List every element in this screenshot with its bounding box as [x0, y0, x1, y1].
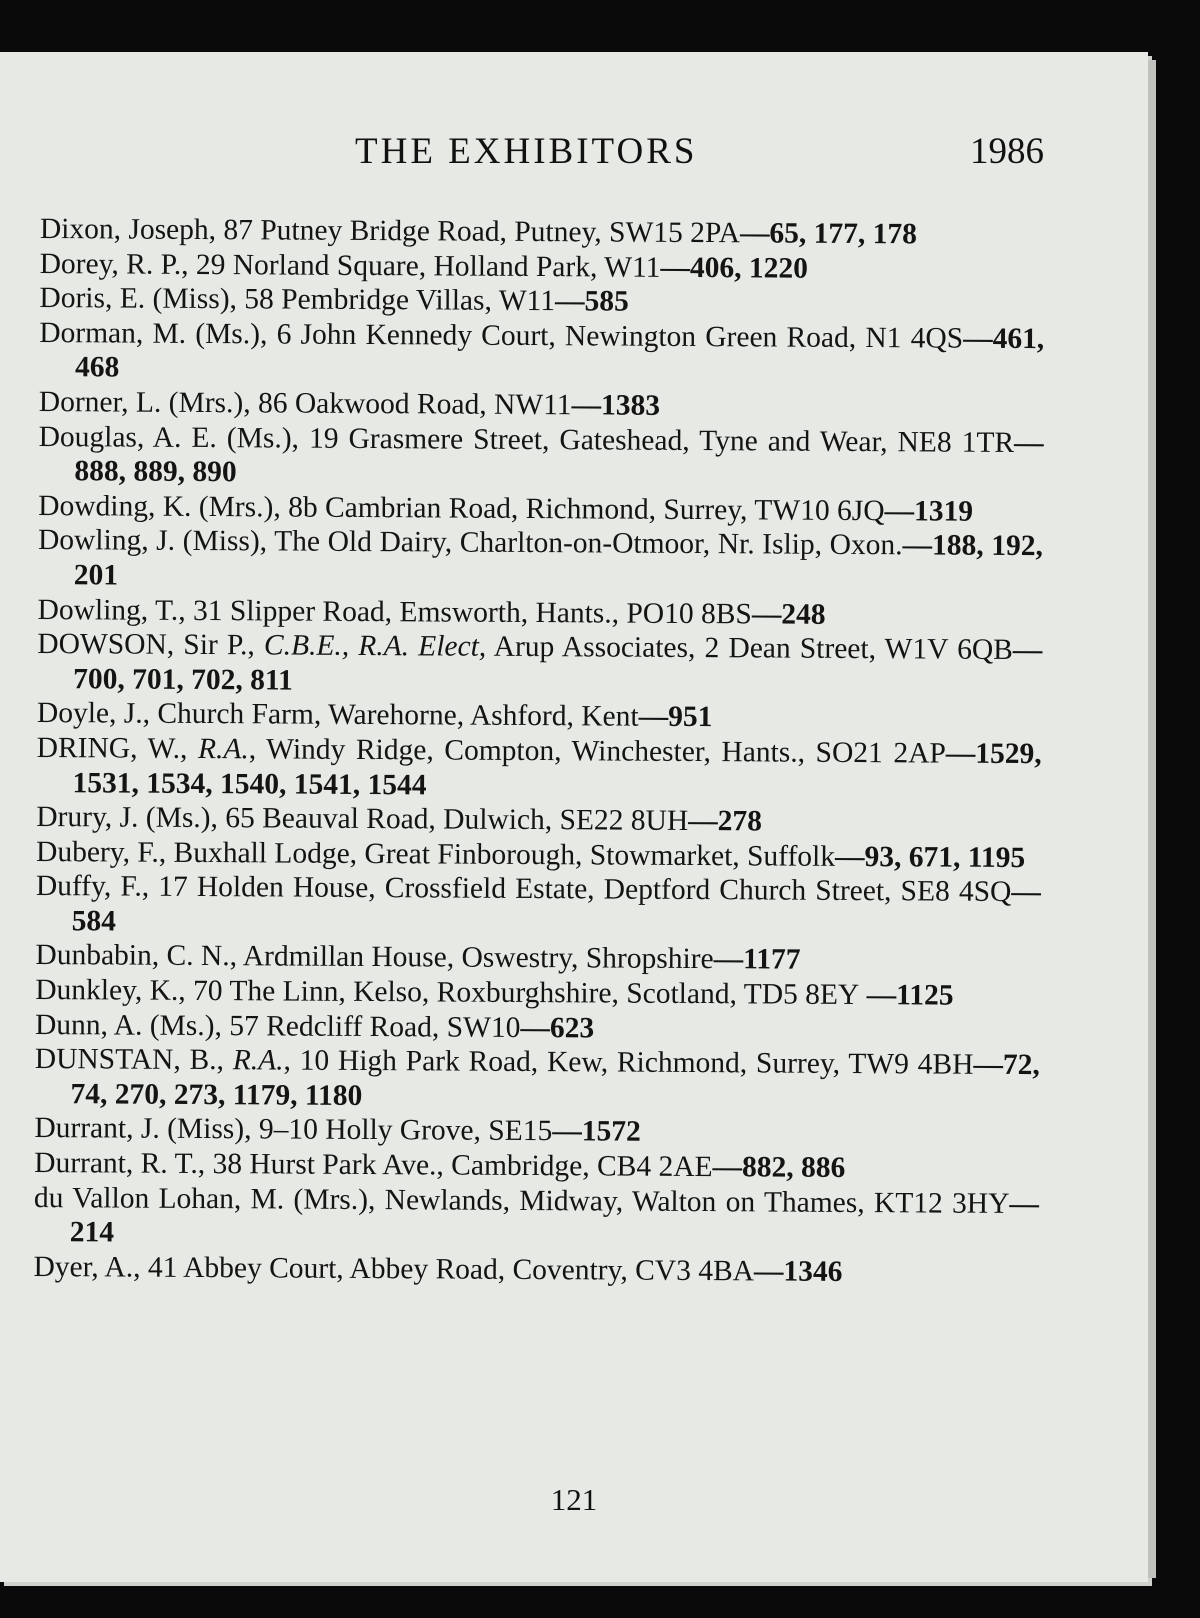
entry-name: Durrant, J. (Miss)	[34, 1112, 245, 1146]
year: 1986	[970, 131, 1044, 172]
entry-name: DOWSON, Sir P.,	[37, 628, 265, 662]
exhibitor-entry	[37, 627, 1042, 702]
entry-catalogue-numbers: —1529, 1531, 1534, 1540, 1541, 1544	[72, 737, 1042, 801]
entry-catalogue-numbers: —1125	[859, 979, 954, 1012]
exhibitor-entry	[35, 1042, 1040, 1117]
entry-name: Durrant, R. T.	[34, 1147, 198, 1181]
entry-address: , 65 Beauval Road, Dulwich, SE22 8UH	[210, 802, 689, 838]
entry-catalogue-numbers: —72, 74, 270, 273, 1179, 1180	[70, 1048, 1040, 1112]
entry-address: , Ardmillan House, Oswestry, Shropshire	[229, 940, 714, 976]
page-edge	[1148, 60, 1156, 1578]
entry-catalogue-numbers: —461, 468	[74, 322, 1045, 384]
entry-name: Dixon, Joseph	[39, 212, 209, 247]
exhibitor-entry	[34, 1146, 1039, 1187]
entry-address: , 31 Slipper Road, Emsworth, Hants., PO10 8BS	[178, 594, 752, 630]
entry-name: DRING, W.,	[36, 731, 199, 765]
exhibitor-entry	[36, 800, 1041, 841]
entry-name: Douglas, A. E. (Ms.)	[38, 420, 292, 455]
entry-catalogue-numbers: —1319	[884, 494, 974, 528]
entry-catalogue-numbers: —584	[71, 876, 1041, 938]
entry-name: Dowling, J. (Miss)	[37, 524, 260, 558]
entry-catalogue-numbers: —1346	[753, 1255, 843, 1288]
entry-address: , 10 High Park Road, Kew, Richmond, Surrey, TW9 4BH	[283, 1044, 974, 1081]
page-number: 121	[550, 1482, 598, 1517]
exhibitor-entry	[34, 1181, 1039, 1256]
entry-name: Duffy, F.	[35, 870, 142, 903]
entry-name: Drury, J. (Ms.)	[36, 801, 211, 835]
entry-catalogue-numbers: —1177	[713, 943, 801, 977]
entry-name: Dowding, K. (Mrs.)	[38, 489, 274, 524]
entry-catalogue-numbers: —623	[520, 1011, 595, 1045]
exhibitor-entry	[38, 523, 1043, 598]
exhibitor-entry	[40, 212, 1045, 253]
entry-catalogue-numbers: —248	[751, 597, 826, 631]
entry-name: du Vallon Lohan, M. (Mrs.)	[33, 1181, 369, 1216]
entry-catalogue-numbers: —214	[69, 1187, 1040, 1249]
entry-address: , The Old Dairy, Charlton-on-Otmoor, Nr. Islip, Oxon.	[259, 525, 903, 562]
entry-address: , 8b Cambrian Road, Richmond, Surrey, TW10 6JQ	[273, 491, 885, 527]
entry-catalogue-numbers: —93, 671, 1195	[834, 840, 1026, 874]
entry-name: Dunbabin, C. N.	[35, 939, 230, 973]
exhibitor-entry	[38, 420, 1043, 495]
entry-name: Doris, E. (Miss)	[39, 282, 230, 316]
entry-honours: R.A.	[232, 1044, 284, 1077]
entry-name: Dyer, A.	[33, 1250, 134, 1284]
entry-catalogue-numbers: —188, 192, 201	[73, 529, 1044, 592]
entry-address: , Newlands, Midway, Walton on Thames, KT12 3HY	[367, 1183, 1010, 1220]
entry-name: Dunn, A. (Ms.)	[34, 1008, 215, 1042]
exhibitor-entry	[33, 1250, 1038, 1291]
entry-address: , Church Farm, Warehorne, Ashford, Kent	[142, 697, 639, 733]
entry-address: , 38 Hurst Park Ave., Cambridge, CB4 2AE	[197, 1148, 713, 1184]
book-page	[0, 52, 1148, 1582]
entry-name: Doyle, J.	[36, 697, 143, 730]
entry-name: Dubery, F.	[35, 835, 159, 869]
entry-address: , 70 The Linn, Kelso, Roxburghshire, Scotland, TD5 8EY	[178, 974, 860, 1012]
entry-name: Dunkley, K.	[35, 974, 179, 1007]
entry-catalogue-numbers: —585	[554, 285, 629, 318]
entry-catalogue-numbers: —1572	[552, 1115, 641, 1149]
entry-address: , 6 John Kennedy Court, Newington Green Road, N1 4QS	[259, 318, 964, 355]
entry-honours: C.B.E., R.A. Elect,	[263, 629, 487, 663]
entry-catalogue-numbers: —882, 886	[712, 1151, 846, 1184]
exhibitor-entry	[39, 316, 1044, 391]
entry-honours: R.A.	[197, 732, 249, 766]
entry-catalogue-numbers: —65, 177, 178	[739, 217, 918, 251]
exhibitor-entry	[35, 973, 1040, 1014]
exhibitor-entry	[36, 869, 1041, 944]
entry-name: Dorner, L. (Mrs.)	[38, 385, 244, 420]
entry-catalogue-numbers: —951	[638, 700, 713, 734]
entry-address: , 57 Redcliff Road, SW10	[214, 1009, 521, 1044]
entry-catalogue-numbers: —1383	[571, 389, 661, 422]
entry-name: Dowling, T.	[37, 593, 179, 627]
entry-address: , 87 Putney Bridge Road, Putney, SW15 2PA	[208, 214, 741, 250]
entry-address: , 17 Holden House, Crossfield Estate, Deptford Church Street, SE8 4SQ	[141, 870, 1012, 909]
exhibitor-entry	[39, 385, 1044, 426]
entry-address: Arup Associates, 2 Dean Street, W1V 6QB	[486, 630, 1013, 667]
exhibitor-entry	[36, 731, 1041, 806]
entry-catalogue-numbers: —888, 889, 890	[74, 426, 1044, 489]
entry-address: , 41 Abbey Court, Abbey Road, Coventry, CV3 4BA	[133, 1251, 755, 1288]
entry-catalogue-numbers: —406, 1220	[660, 251, 809, 285]
entry-address: , Windy Ridge, Compton, Winchester, Hants., SO21 2AP	[248, 733, 946, 770]
exhibitor-entry	[39, 281, 1044, 322]
running-title: THE EXHIBITORS	[355, 131, 698, 172]
entry-name: Dorman, M. (Ms.)	[39, 316, 261, 351]
entry-address: , 9–10 Holly Grove, SE15	[244, 1113, 553, 1148]
entry-catalogue-numbers: —278	[688, 805, 763, 838]
entry-name: Dorey, R. P.	[39, 247, 182, 281]
exhibitor-list	[33, 212, 1045, 1291]
entry-address: , 19 Grasmere Street, Gateshead, Tyne and Wear, NE8 1TR	[291, 422, 1015, 459]
entry-catalogue-numbers: —700, 701, 702, 811	[73, 634, 1043, 697]
entry-address: , 58 Pembridge Villas, W11	[229, 283, 556, 318]
entry-name: DUNSTAN, B.,	[34, 1043, 233, 1077]
entry-address: , 86 Oakwood Road, NW11	[243, 387, 572, 422]
entry-address: , 29 Norland Square, Holland Park, W11	[181, 248, 661, 284]
entry-address: , Buxhall Lodge, Great Finborough, Stowmarket, Suffolk	[158, 836, 836, 873]
